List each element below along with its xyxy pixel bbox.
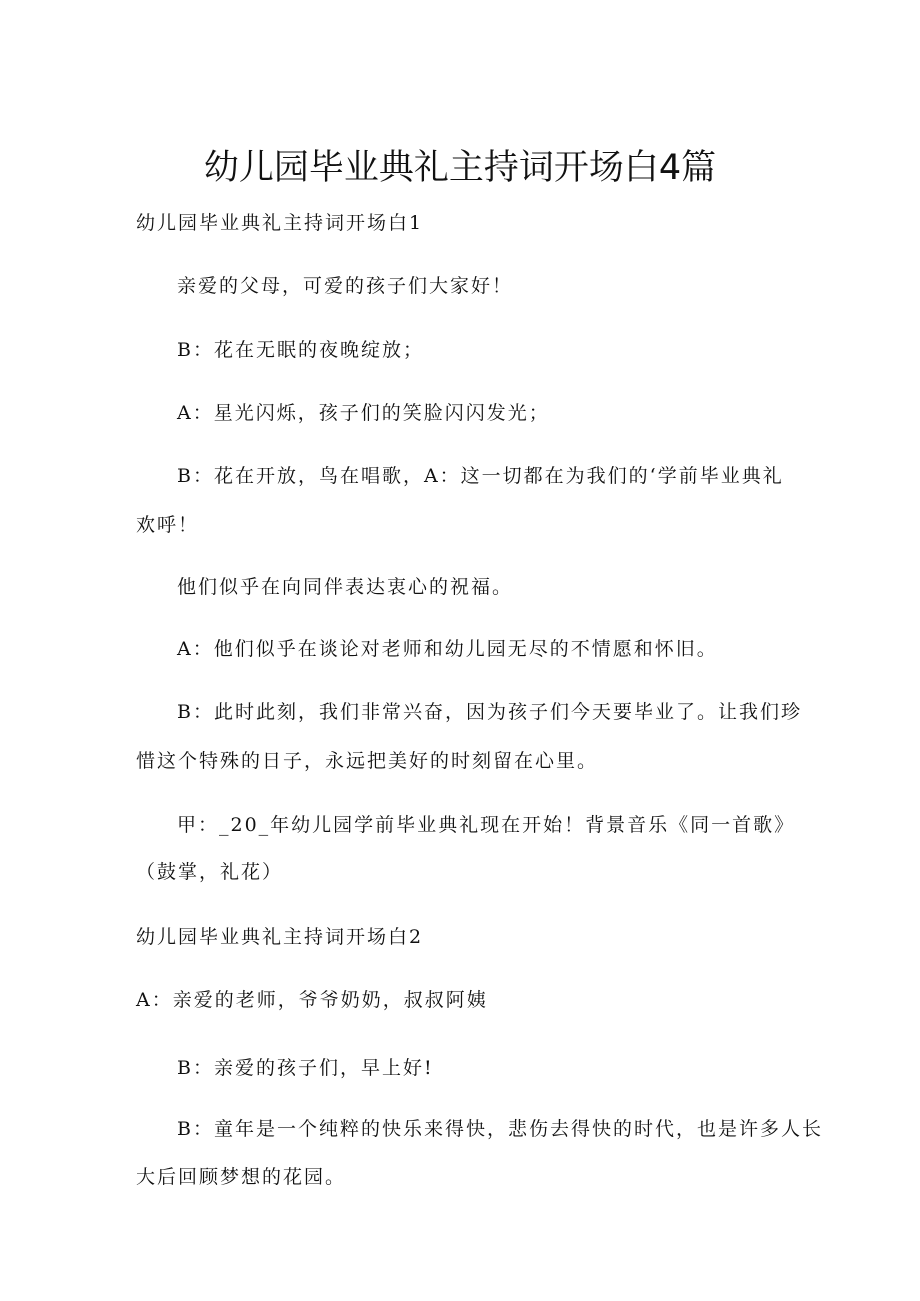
- paragraph-line: B：此时此刻，我们非常兴奋，因为孩子们今天要毕业了。让我们珍: [177, 701, 802, 723]
- paragraph-line: （鼓掌，礼花）: [136, 861, 284, 883]
- paragraph-line: B：花在开放，鸟在唱歌，A：这一切都在为我们的‘学前毕业典礼: [177, 465, 784, 487]
- paragraph-line: B：花在无眠的夜晚绽放；: [177, 339, 424, 361]
- paragraph-line: 亲爱的父母，可爱的孩子们大家好！: [177, 275, 514, 297]
- paragraph-line: 惜这个特殊的日子，永远把美好的时刻留在心里。: [136, 750, 599, 772]
- paragraph-line: A：星光闪烁，孩子们的笑脸闪闪发光；: [177, 402, 550, 424]
- paragraph-line: 甲：_20_年幼儿园学前毕业典礼现在开始！背景音乐《同一首歌》: [177, 814, 796, 836]
- paragraph-line: B：童年是一个纯粹的快乐来得快，悲伤去得快的时代，也是许多人长: [177, 1118, 823, 1140]
- paragraph-line: A：亲爱的老师，爷爷奶奶，叔叔阿姨: [136, 989, 488, 1011]
- paragraph-line: A：他们似乎在谈论对老师和幼儿园无尽的不情愿和怀旧。: [177, 638, 718, 660]
- section-heading-2: 幼儿园毕业典礼主持词开场白2: [136, 926, 424, 948]
- document-title: 幼儿园毕业典礼主持词开场白4篇: [203, 148, 717, 188]
- section-heading-1: 幼儿园毕业典礼主持词开场白1: [136, 212, 424, 234]
- paragraph-line: 大后回顾梦想的花园。: [136, 1166, 347, 1188]
- paragraph-line: 他们似乎在向同伴表达衷心的祝福。: [177, 576, 514, 598]
- paragraph-line: 欢呼！: [136, 514, 200, 536]
- paragraph-line: B：亲爱的孩子们，早上好!: [177, 1057, 434, 1079]
